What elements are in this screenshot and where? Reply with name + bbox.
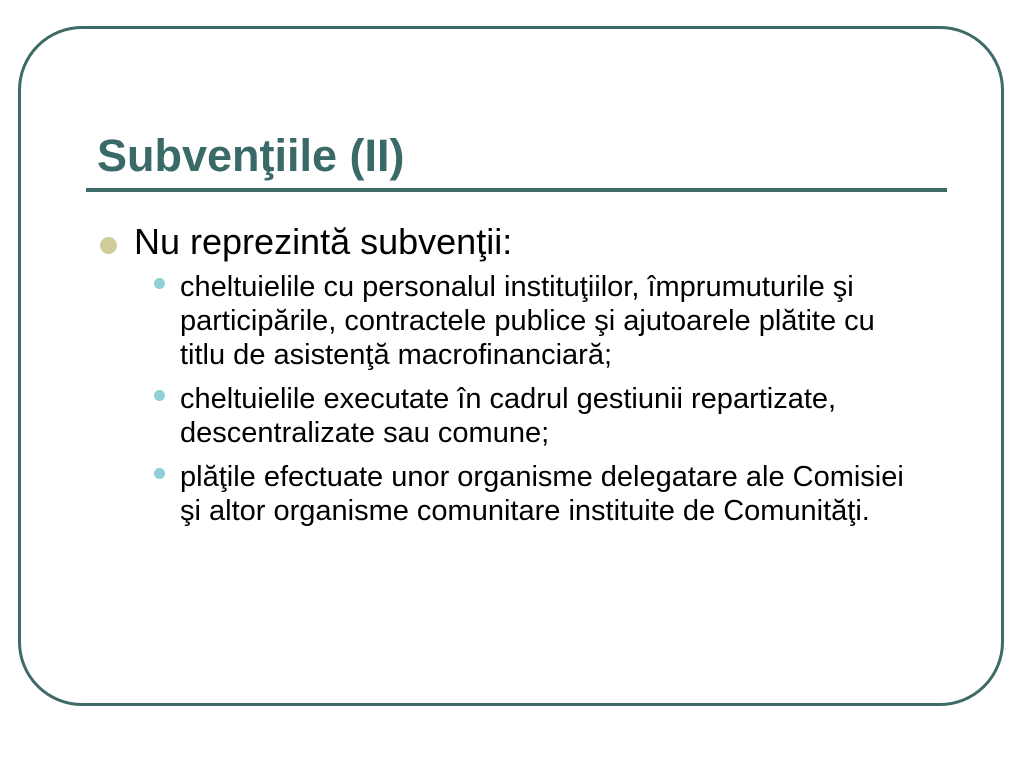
main-bullet-text: Nu reprezintă subvenţii: (134, 221, 513, 262)
bullet-dot-icon (100, 237, 117, 254)
sub-bullet-item (100, 382, 920, 450)
sub-bullet-dot-icon (154, 278, 165, 289)
sub-bullet-dot-icon (154, 390, 165, 401)
sub-bullet-dot-icon (154, 468, 165, 479)
slide-title: Subvenţiile (II) (97, 130, 405, 181)
sub-bullet-list (100, 270, 920, 528)
title-underline (86, 188, 947, 192)
slide-content (100, 218, 920, 538)
sub-bullet-text: cheltuielile cu personalul instituţiilor, împrumuturile şi participările, contractele publice şi ajutoarele plătite cu titlu de asistenţă macrofinanciară; (180, 271, 875, 371)
sub-bullet-text: cheltuielile executate în cadrul gestiunii repartizate, descentralizate sau comune; (180, 383, 837, 449)
sub-bullet-item (100, 460, 920, 528)
sub-bullet-text: plăţile efectuate unor organisme delegatare ale Comisiei şi altor organisme comunitare instituite de Comunităţi. (180, 461, 904, 527)
sub-bullet-item (100, 270, 920, 372)
main-bullet (100, 218, 920, 266)
